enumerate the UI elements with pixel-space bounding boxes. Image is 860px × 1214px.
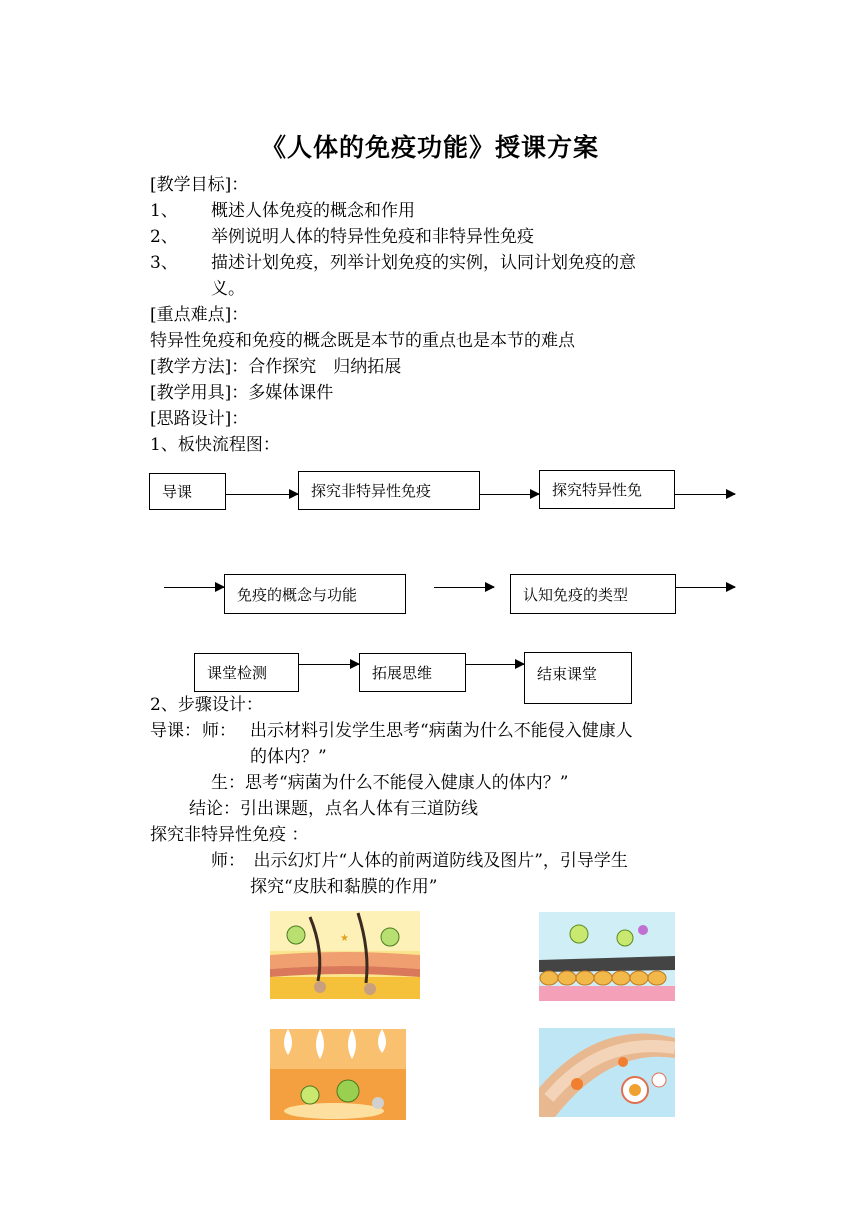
intro-teacher-text-cont: 的体内？”	[250, 747, 327, 767]
nonspecific-teacher: 师： 出示幻灯片“人体的前两道防线及图片”，引导学生	[211, 851, 628, 871]
skin-hair-germs-illustration	[270, 911, 420, 999]
page-title: 《人体的免疫功能》授课方案	[260, 133, 599, 162]
goal-number-2: 2、	[150, 227, 178, 247]
intro-label: 导课：	[150, 721, 201, 741]
flow-box-intro: 导课	[149, 473, 226, 510]
cilia-mucosa-germs-illustration	[539, 912, 675, 1001]
flow-box-concept: 免疫的概念与功能	[224, 574, 406, 614]
flow-arrow	[299, 664, 359, 665]
steps-heading: 2、步骤设计：	[150, 695, 263, 715]
intro-conclusion: 结论：引出课题，点名人体有三道防线	[189, 799, 478, 819]
design-heading: [思路设计]：	[150, 409, 249, 429]
teaching-tools: [教学用具]：多媒体课件	[150, 383, 334, 403]
flow-arrow	[480, 494, 539, 495]
intro-student-line: 生：思考“病菌为什么不能侵入健康人的体内？”	[211, 773, 569, 793]
tear-drops-germs-illustration	[270, 1029, 406, 1120]
flow-box-extend: 拓展思维	[359, 653, 466, 692]
key-points-text: 特异性免疫和免疫的概念既是本节的重点也是本节的难点	[150, 331, 575, 351]
goal-text-3: 描述计划免疫，列举计划免疫的实例，认同计划免疫的意	[211, 253, 636, 273]
flow-box-types: 认知免疫的类型	[510, 574, 676, 614]
goals-heading: [教学目标]：	[150, 175, 249, 195]
flow-arrow	[226, 494, 298, 495]
flow-box-end: 结束课堂	[524, 652, 632, 704]
flow-arrow	[466, 664, 524, 665]
goal-number-1: 1、	[150, 201, 178, 221]
flow-arrow	[675, 494, 735, 495]
flow-arrow	[676, 587, 735, 588]
flow-box-nonspecific: 探究非特异性免疫	[298, 471, 480, 510]
teaching-method: [教学方法]：合作探究 归纳拓展	[150, 357, 402, 377]
goal-text-3-cont: 义。	[211, 279, 245, 299]
flow-arrow	[434, 587, 494, 588]
nonspecific-heading: 探究非特异性免疫 ：	[150, 825, 309, 845]
blood-vessel-cells-illustration	[539, 1028, 675, 1117]
flow-box-specific: 探究特异性免	[539, 470, 675, 509]
flow-heading: 1、板快流程图：	[150, 435, 280, 455]
flow-arrow	[164, 587, 224, 588]
intro-teacher-text: 出示材料引发学生思考“病菌为什么不能侵入健康人	[250, 721, 633, 741]
svg-text:★: ★	[340, 933, 349, 944]
goal-text-1: 概述人体免疫的概念和作用	[211, 201, 415, 221]
goal-text-2: 举例说明人体的特异性免疫和非特异性免疫	[211, 227, 534, 247]
nonspecific-teacher-cont: 探究“皮肤和黏膜的作用”	[250, 877, 438, 897]
goal-number-3: 3、	[150, 253, 178, 273]
flow-box-test: 课堂检测	[194, 653, 299, 692]
key-points-heading: [重点难点]：	[150, 305, 249, 325]
intro-teacher-label: 师：	[202, 721, 236, 741]
